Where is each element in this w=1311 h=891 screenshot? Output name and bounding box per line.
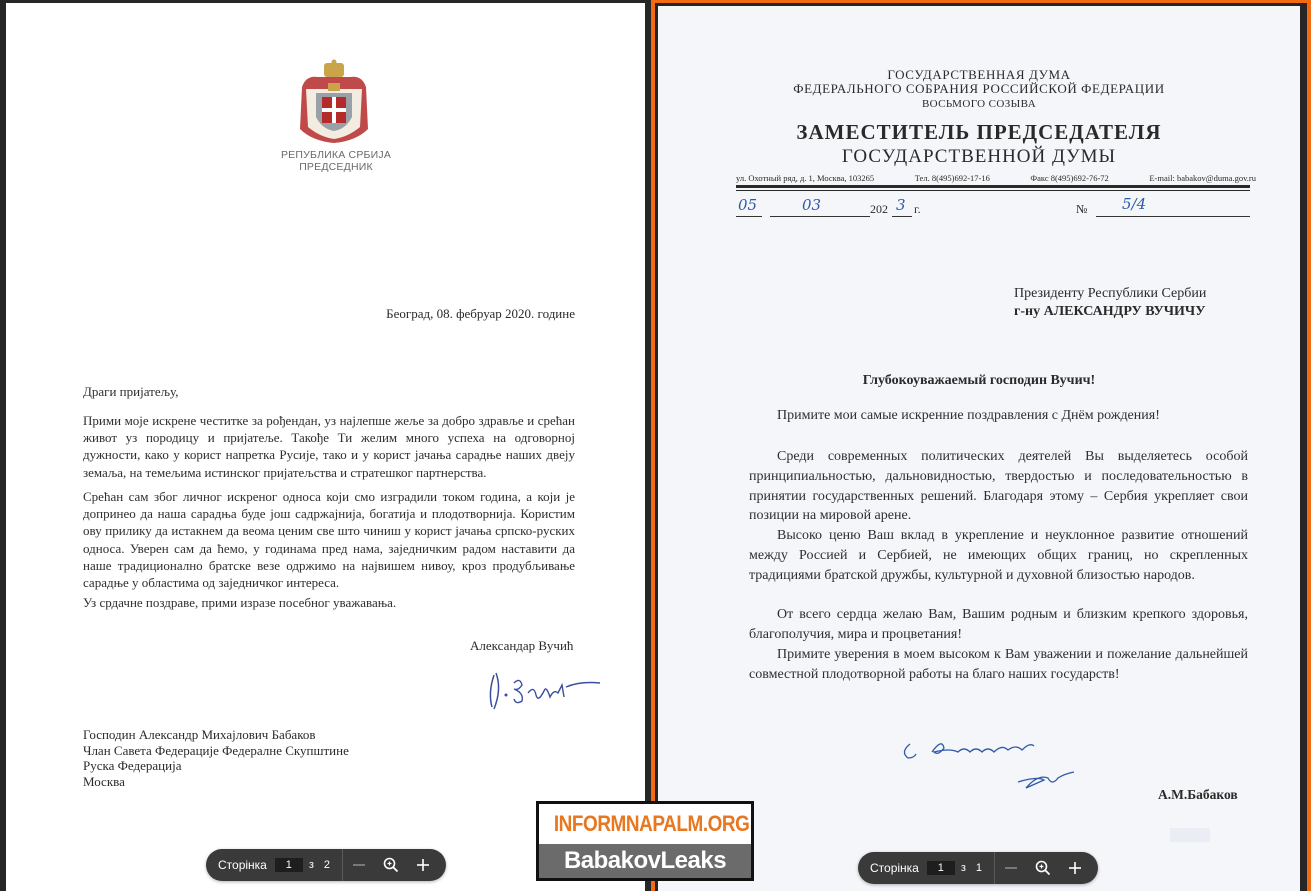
letter-date: Београд, 08. фебруар 2020. године: [386, 306, 575, 321]
zoom-out-button[interactable]: [995, 852, 1027, 884]
page-label: Сторінка: [218, 858, 267, 872]
contact-email: E-mail: babakov@duma.gov.ru: [1149, 173, 1256, 183]
letter-paragraph: Среди современных политических деятелей Вы выделяетесь особой принципиальностью, дальновидностью, твердостью и последовательностью в принятии государственных решений. Благодаря этому – Сербия укрепляет свои позиции на мировой арене.: [749, 449, 1248, 524]
letter-paragraph: Прими моје искрене честитке за рођендан, уз најлепше жеље за добро здравље и срећан живот уз породицу и пријатеље. Такође Ти желим много успеха на одговорној дужности, како у корист напретка Русије, тако и у корист јачања сарадње наших двеју земаља, на темељима истинског пријатељства и стратешког партнерства.: [83, 413, 575, 480]
date-month: 03: [802, 196, 822, 214]
minus-icon: [1004, 861, 1018, 875]
page-indicator: [858, 852, 995, 884]
faint-stamp: [1170, 828, 1210, 842]
addressee-line: Руска Федерација: [83, 758, 182, 773]
addressee-line: Члан Савета Федерације Федералне Скупштине: [83, 742, 349, 758]
letterhead-line2: ПРЕДСЕДНИК: [299, 161, 373, 173]
letter-paragraph: Примите уверения в моем высоком к Вам уважении и пожелание дальнейшей совместной плодотворной работы на благо наших государств!: [749, 647, 1248, 682]
letterhead-title: ЗАМЕСТИТЕЛЬ ПРЕДСЕДАТЕЛЯ: [796, 120, 1162, 144]
right-document-frame: [651, 0, 1311, 891]
right-document-border: [655, 3, 1307, 891]
letterhead-rule: [736, 185, 1250, 188]
watermark-tag: BabakovLeaks: [539, 844, 751, 878]
addressee-block: [83, 727, 349, 789]
zoom-in-button[interactable]: [407, 849, 439, 881]
contact-address: ул. Охотный ряд, д. 1, Москва, 103265: [736, 173, 875, 183]
date-year-prefix: 202: [870, 202, 888, 216]
contact-fax: Факс 8(495)692-76-72: [1030, 173, 1109, 183]
addressee-name: г-ну АЛЕКСАНДРУ ВУЧИЧУ: [1014, 304, 1206, 319]
number-label: №: [1076, 202, 1088, 216]
letter-greeting: Драги пријатељу,: [83, 384, 179, 399]
page-label: Сторінка: [870, 861, 919, 875]
letter-paragraph: Примите мои самые искренние поздравления с Днём рождения!: [777, 408, 1160, 423]
letterhead-subtitle: ГОСУДАРСТВЕННОЙ ДУМЫ: [841, 146, 1117, 167]
page-total: 2: [323, 859, 331, 871]
left-document-page: [6, 3, 645, 891]
informnapalm-watermark: [536, 801, 754, 881]
letterhead-line2: ФЕДЕРАЛЬНОГО СОБРАНИЯ РОССИЙСКОЙ ФЕДЕРАЦИИ: [793, 81, 1165, 96]
number-value: 5/4: [1122, 195, 1147, 213]
page-of-label: з: [960, 862, 966, 874]
signatory-name: А.М.Бабаков: [1158, 787, 1238, 802]
date-number-line: [736, 195, 1250, 220]
zoom-fit-button[interactable]: [375, 849, 407, 881]
page-number-input[interactable]: 1: [275, 858, 303, 872]
letterhead-caption: [256, 149, 416, 173]
handwritten-signature-icon: [484, 663, 604, 713]
letterhead-line1: ГОСУДАРСТВЕННАЯ ДУМА: [887, 67, 1071, 82]
addressee-line: Господин Александр Михајлович Бабаков: [83, 727, 316, 742]
page-indicator: [206, 849, 343, 881]
date-year-suffix: г.: [914, 202, 921, 216]
letterhead-contacts: [736, 173, 1256, 183]
plus-icon: [416, 858, 430, 872]
addressee-line: Президенту Республики Сербии: [1014, 286, 1207, 301]
letter-paragraph: Уз срдачне поздраве, прими изразе посебног уважавања.: [83, 595, 397, 610]
page-total: 1: [975, 862, 983, 874]
page-of-label: з: [308, 859, 314, 871]
letter-paragraph: От всего сердца желаю Вам, Вашим родным и близким крепкого здоровья, благополучия, мира и процветания!: [749, 607, 1248, 642]
addressee-line: Москва: [83, 773, 125, 789]
letterhead-line1: РЕПУБЛИКА СРБИЈА: [280, 149, 392, 161]
date-year-digit: 3: [896, 196, 906, 214]
left-pdf-toolbar: [206, 849, 446, 881]
right-pdf-toolbar: [858, 852, 1098, 884]
zoom-out-button[interactable]: [343, 849, 375, 881]
magnifier-icon: [383, 857, 399, 873]
letter-paragraph: Высоко ценю Ваш вклад в укрепление и неуклонное развитие отношений между Россией и Сербией, не имеющих общих границ, но скрепленных традициями братской дружбы, культурной и духовной близостью народов.: [749, 528, 1248, 583]
watermark-site: INFORMNAPALM.ORG: [554, 804, 736, 844]
handwritten-closing-icon: [898, 734, 1098, 796]
contact-phone: Тел. 8(495)692-17-16: [914, 173, 990, 183]
date-day: 05: [738, 196, 758, 214]
letterhead-line3: ВОСЬМОГО СОЗЫВА: [921, 98, 1037, 110]
plus-icon: [1068, 861, 1082, 875]
minus-icon: [352, 858, 366, 872]
right-document-page: [658, 6, 1300, 891]
serbian-coat-of-arms-icon: [296, 59, 372, 145]
page-number-input[interactable]: 1: [927, 861, 955, 875]
signatory-name: Александар Вучић: [470, 638, 574, 653]
zoom-in-button[interactable]: [1059, 852, 1091, 884]
letterhead-rule: [736, 190, 1250, 191]
zoom-fit-button[interactable]: [1027, 852, 1059, 884]
letter-paragraph: Срећан сам због личног искреног односа који смо изградили током година, а који је допринео да наша сарадња буде још садржајнија, богатија и плодотворнија. Користим ову прилику да истакнем да веома ценим све што чиниш у корист јачања српско-руских односа. Уверен сам да ћемо, у годинама пред нама, заједничким радом наставити да наше традиционално братске везе одржимо на највишем нивоу, кроз продубљивање сарадње у областима од заједничког интереса.: [83, 489, 575, 591]
magnifier-icon: [1035, 860, 1051, 876]
letter-salutation: Глубокоуважаемый господин Вучич!: [862, 373, 1096, 388]
